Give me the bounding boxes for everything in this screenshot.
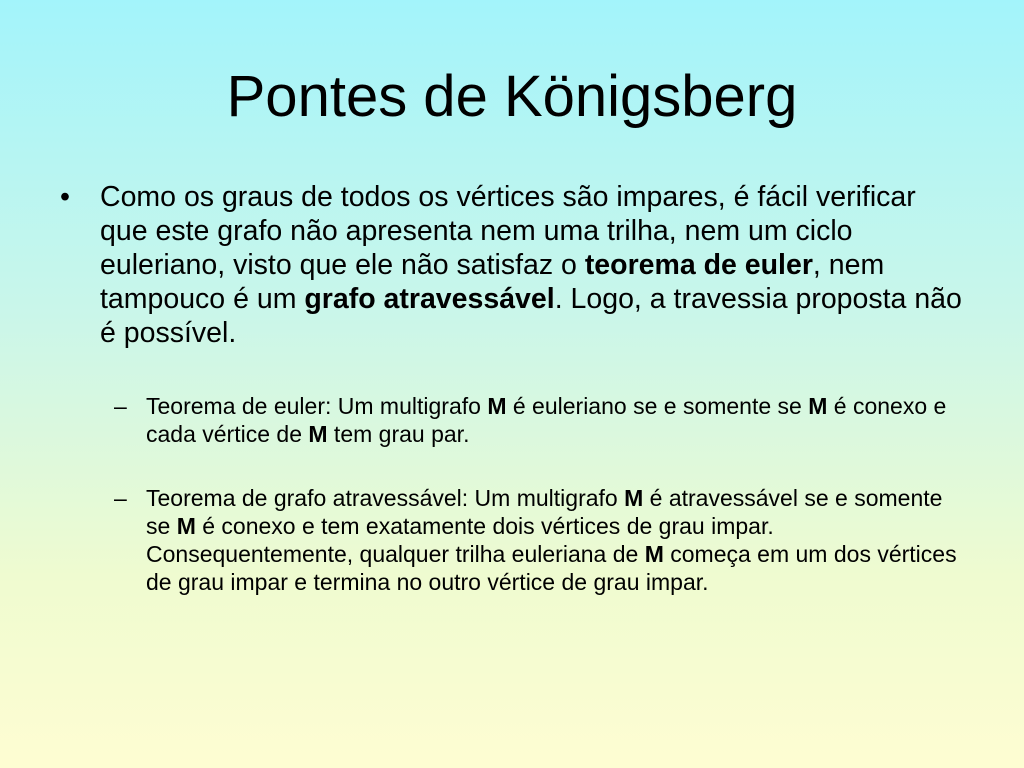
sub-bullet-marker: –: [114, 485, 127, 511]
sub-bullet-text: é euleriano se e somente se: [506, 393, 809, 419]
slide-title: Pontes de Königsberg: [226, 64, 798, 129]
main-bullet: [60, 180, 965, 350]
sub-bullet-text: Teorema de euler: Um multigrafo: [146, 393, 488, 419]
sub-bullet-text: Teorema de grafo atravessável: Um multigrafo: [146, 485, 625, 511]
sub-bullet-teorema-euler: [114, 392, 965, 448]
bold-m: M: [308, 421, 328, 447]
bold-m: M: [624, 485, 644, 511]
bold-m: M: [487, 393, 507, 419]
sub-bullet-text: é conexo e tem exatamente dois vértices de grau impar. Consequentemente, qualquer trilha euleriana de: [146, 513, 774, 567]
bullet-text: Como os graus de todos os vértices são impares, é fácil verificar que este grafo não apresenta nem uma trilha, nem um ciclo euleriano, visto que ele não satisfaz o: [100, 181, 916, 281]
slide-body: [60, 180, 965, 596]
bold-term-grafo-atravessavel: grafo atravessável: [304, 283, 555, 315]
sub-bullet-text: tem grau par.: [327, 421, 470, 447]
bold-m: M: [176, 513, 196, 539]
sub-bullet-marker: –: [114, 393, 127, 419]
bold-m: M: [808, 393, 828, 419]
sub-bullet-text: é atravessável se e somente se: [146, 485, 943, 539]
bullet-text: . Logo, a travessia proposta não é possível.: [100, 283, 962, 349]
sub-bullet-teorema-atravessavel: [114, 484, 965, 596]
bullet-marker: •: [60, 181, 70, 213]
sub-bullet-text: é conexo e cada vértice de: [146, 393, 947, 447]
bold-m: M: [644, 541, 664, 567]
bullet-text: , nem tampouco é um: [100, 249, 885, 315]
sub-bullet-text: começa em um dos vértices de grau impar e termina no outro vértice de grau impar.: [146, 541, 957, 595]
bold-term-teorema-de-euler: teorema de euler: [584, 249, 813, 281]
